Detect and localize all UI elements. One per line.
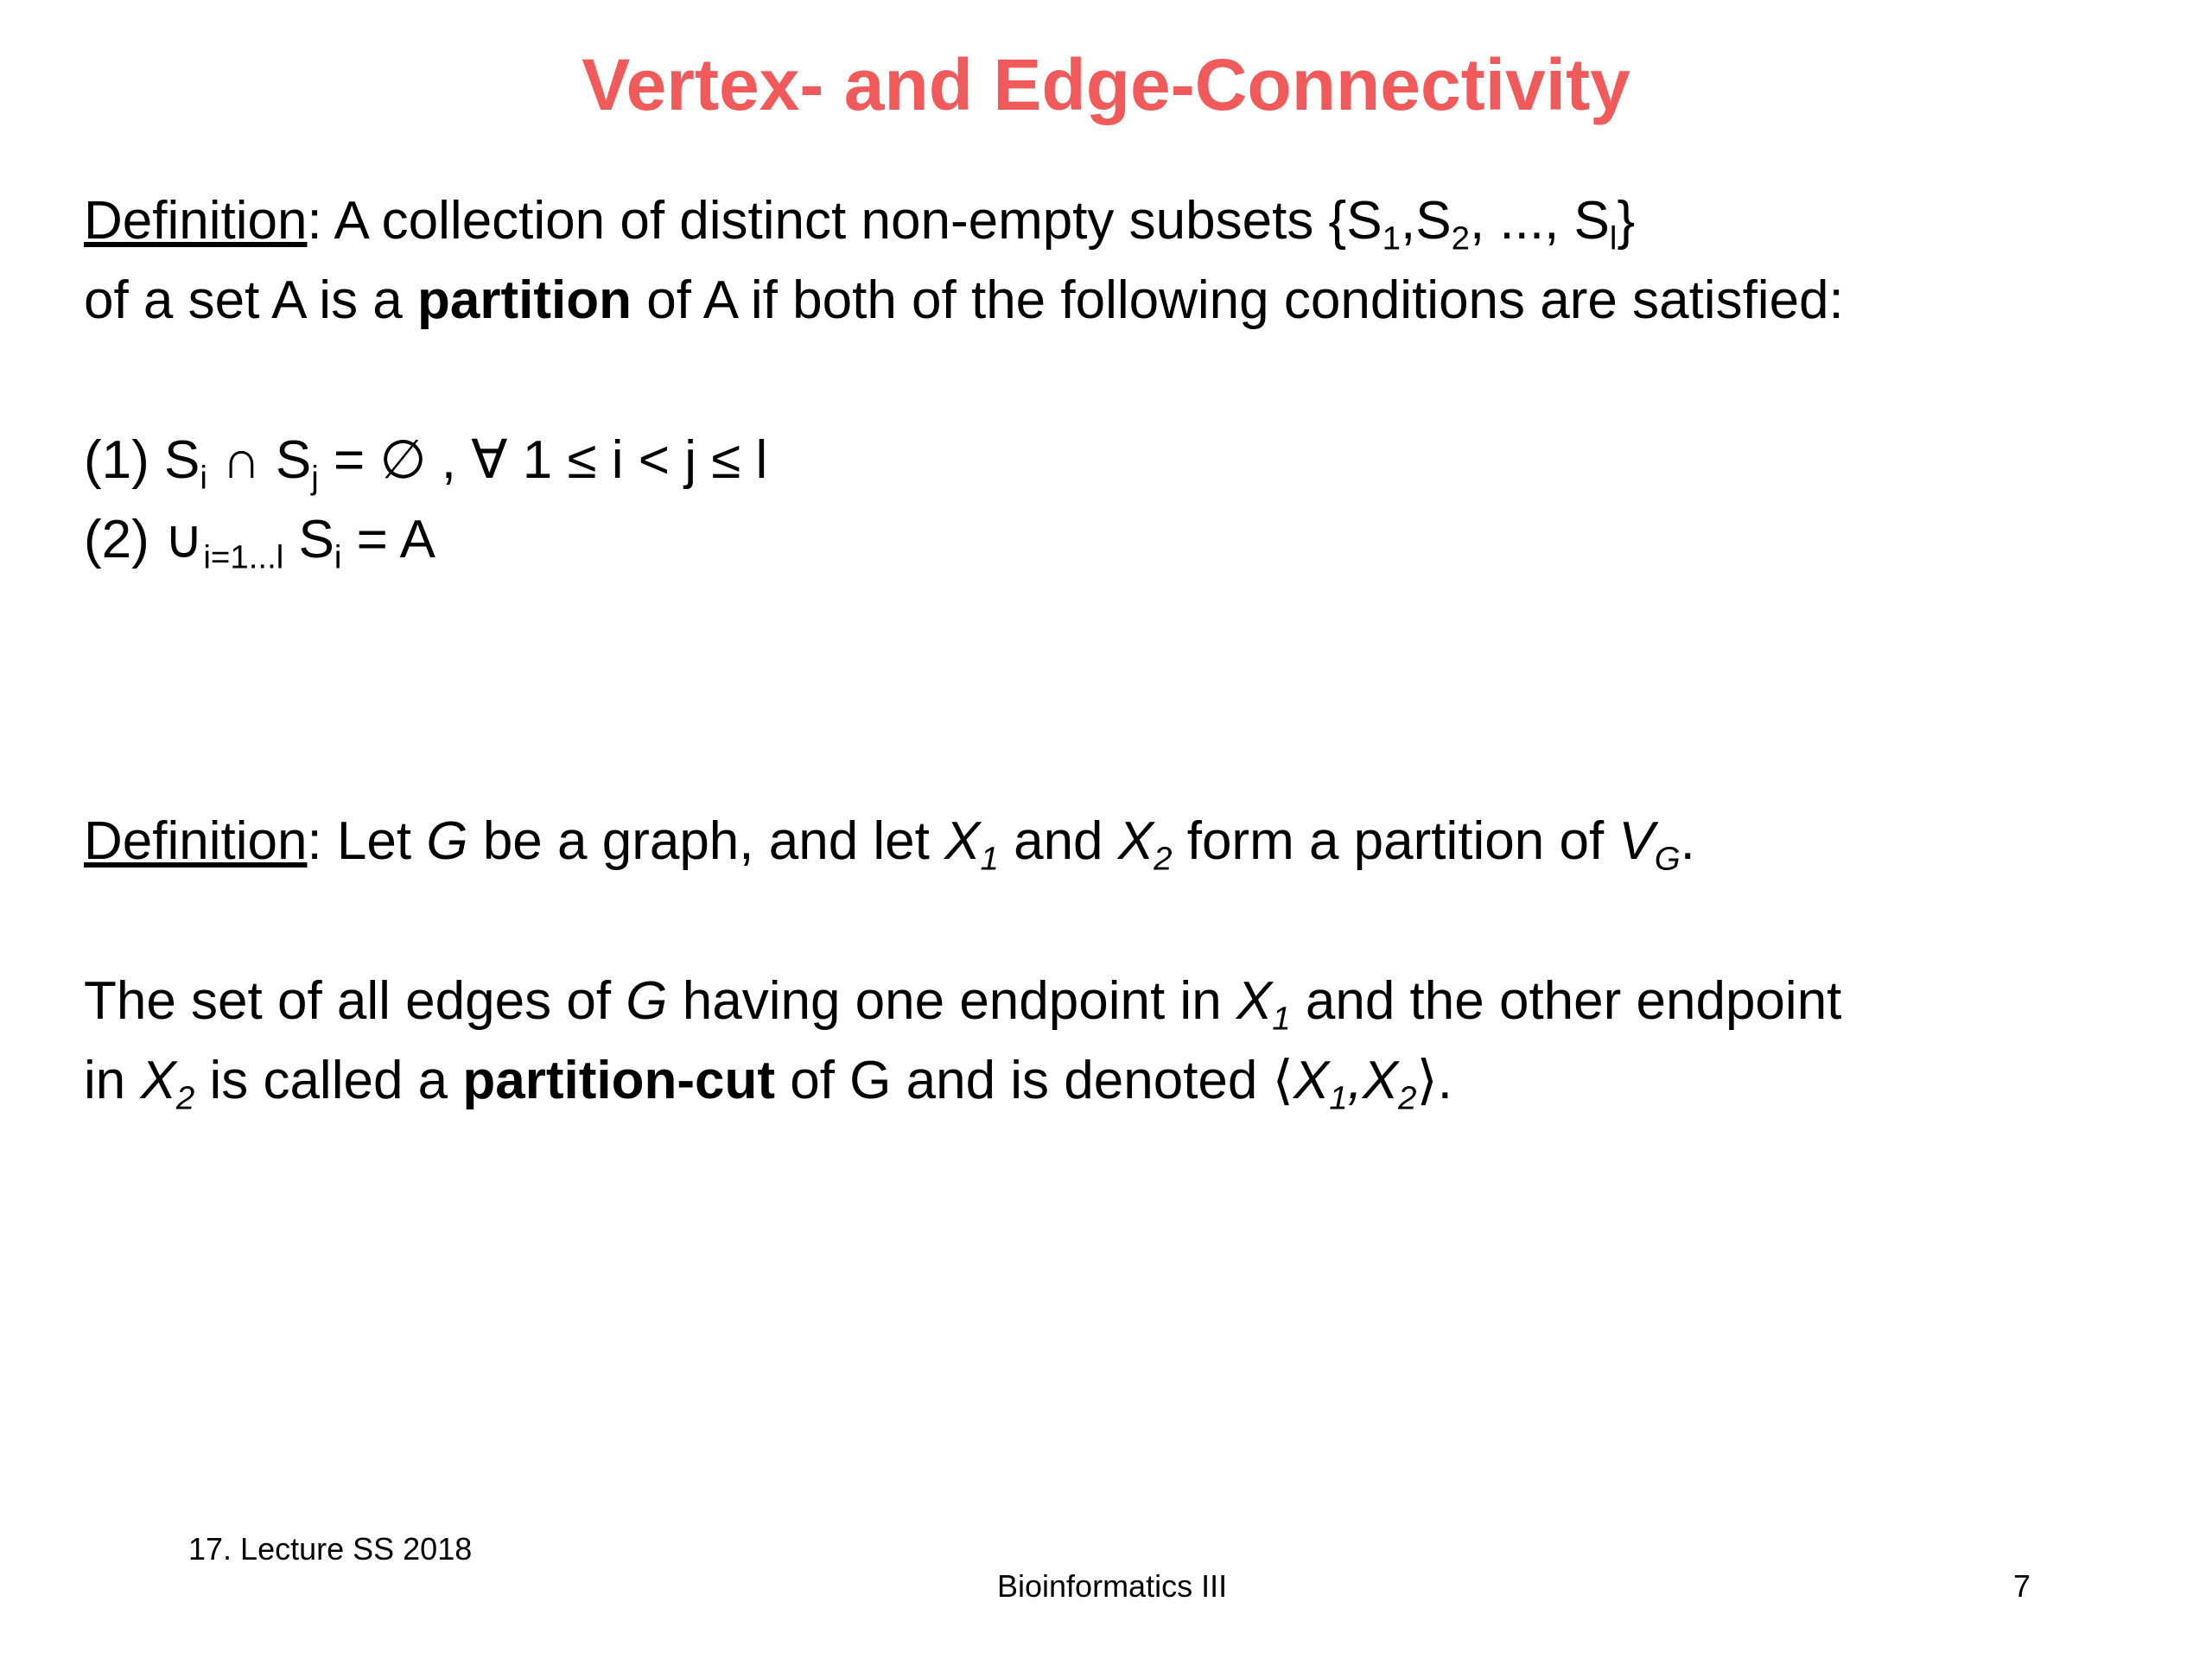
definition-line-1: Definition: A collection of distinct non-empty subsets {$S_1,S_2$, ..., $S_l$} — [84, 191, 1636, 257]
footer-lecture: 17. Lecture SS 2018 — [188, 1531, 473, 1567]
slide-title: Vertex- and Edge-Connectivity — [582, 44, 1630, 125]
term-partition: partition — [417, 270, 632, 330]
footer-course: Bioinformatics III — [997, 1568, 1228, 1604]
term-partition-cut: partition-cut — [462, 1051, 775, 1110]
partition-conditions — [84, 421, 767, 580]
paragraph-line-1: The set of all edges of G having one endpoint in $X_1$ and the other endpoint — [84, 971, 1842, 1038]
page-number: 7 — [2013, 1568, 2031, 1604]
definition-partition — [84, 181, 1844, 340]
partition-cut-paragraph — [84, 962, 1841, 1121]
condition-2: (2) $\cup_{i=1...l}$ $S_i = A$ — [84, 510, 436, 576]
definition2-line: Definition: Let G be a graph, and let $X_1$ and $X_2$ form a partition of $V_G$. — [84, 811, 1695, 878]
paragraph-line-2: in $X_2$ is called a partition-cut of G and is denoted $⟨X_1,X_2⟩$. — [84, 1051, 1452, 1117]
condition-1: (1) $S_i$ ∩ $S_j$ = ∅ , ∀ 1 ≤ i < j ≤ l — [84, 430, 768, 497]
definition-line-2: of a set A is a partition of A if both of the following conditions are satisfied: — [84, 270, 1844, 330]
definition-partition-cut — [84, 802, 1695, 881]
definition-label: Definition — [84, 191, 308, 251]
definition-label: Definition — [84, 811, 308, 871]
